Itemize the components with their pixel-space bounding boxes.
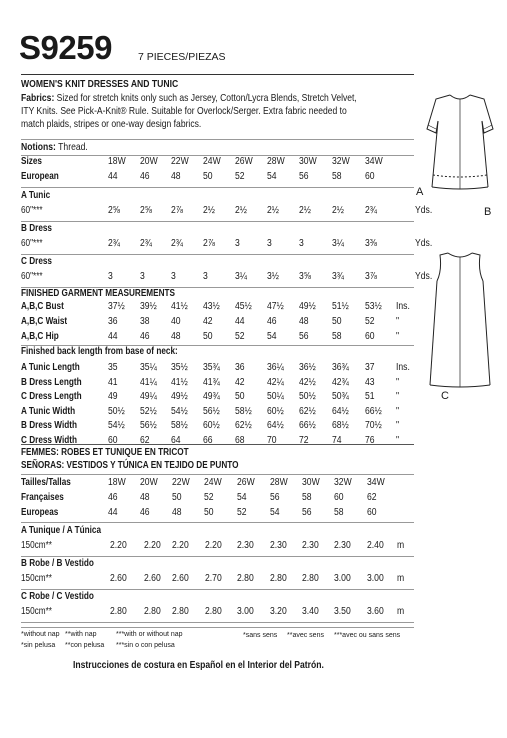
divider [21, 444, 414, 445]
notions-label: Notions: [21, 141, 56, 153]
unit: Ins. [396, 301, 410, 312]
meterage-cell: 3.00 [237, 606, 254, 617]
yardage-cell: 3 [140, 271, 145, 282]
footnote-fr: *sans sens [243, 632, 278, 639]
measure-cell: 46 [267, 316, 277, 327]
measure-cell: 62½ [299, 405, 316, 417]
meterage-cell: 2.30 [270, 540, 287, 551]
fabric-width: 60"*** [21, 205, 43, 216]
measure-cell: 54½ [108, 420, 125, 431]
measure-cell: 50¼ [267, 391, 284, 402]
yardage-cell: 3½ [267, 271, 279, 282]
measure-cell: 42½ [299, 376, 316, 388]
measure-cell: 45½ [235, 301, 252, 312]
measure-cell: 52 [365, 316, 375, 327]
fr-size-cell: 56 [270, 492, 280, 503]
unit: Yds. [415, 271, 433, 282]
measure-cell: 46 [140, 331, 150, 342]
footnote-fr: ***avec ou sans sens [334, 632, 401, 639]
measure-cell: 60 [365, 331, 375, 342]
measure-cell: 35¼ [140, 362, 157, 373]
yardage-cell: 3⅝ [299, 271, 311, 282]
eu-size-cell: 56 [302, 507, 312, 518]
fr-size-cell: 54 [237, 492, 247, 503]
yardage-cell: 2½ [235, 205, 247, 216]
yardage-cell: 3⅜ [365, 238, 377, 249]
measure-cell: 76 [365, 434, 375, 446]
meterage-cell: 3.00 [367, 573, 384, 584]
pieces-count: 7 PIECES/PIEZAS [138, 51, 226, 63]
measure-cell: 37½ [108, 301, 125, 312]
meterage-cell: 2.20 [144, 540, 161, 551]
size-fr-cell: 24W [204, 477, 222, 488]
measure-cell: 56½ [140, 420, 157, 431]
measure-cell: 39½ [140, 301, 157, 312]
european-size-cell: 44 [108, 171, 118, 182]
measure-cell: 42¼ [267, 376, 284, 388]
measure-cell: 50 [235, 391, 245, 402]
footnote-en: ***with or without nap [116, 631, 183, 638]
eu-size-cell: 50 [204, 507, 214, 518]
measure-label: A,B,C Waist [21, 316, 68, 327]
measure-cell: 70 [267, 434, 277, 446]
finished-heading: FINISHED GARMENT MEASUREMENTS [21, 288, 175, 299]
measure-cell: 41¾ [203, 376, 220, 388]
figure-label-b: B [484, 206, 492, 218]
european-size-cell: 60 [365, 171, 375, 182]
measure-cell: 54½ [171, 405, 188, 417]
yardage-cell: 3¼ [332, 238, 344, 249]
measure-cell: 58½ [235, 405, 252, 417]
notions [21, 141, 88, 153]
size-cell: 22W [171, 156, 189, 167]
measure-cell: 36¾ [332, 362, 349, 373]
yardage-cell: 3¾ [332, 271, 344, 282]
divider [21, 589, 414, 590]
meterage-cell: 2.80 [302, 573, 319, 584]
yardage-cell: 3 [108, 271, 113, 282]
yardage-cell: 3 [235, 238, 240, 249]
yardage-cell: 2¾ [108, 238, 120, 249]
fr-size-cell: 48 [140, 492, 150, 503]
yardage-cell: 3⅞ [365, 271, 377, 282]
measure-cell: 44 [108, 331, 118, 342]
measure-cell: 66½ [299, 420, 316, 431]
measure-cell: 43½ [203, 301, 220, 312]
measure-cell: 49¾ [203, 391, 220, 402]
size-fr-cell: 30W [302, 477, 320, 488]
unit: m [397, 606, 405, 617]
unit: Yds. [415, 205, 433, 216]
fr-size-cell: 50 [172, 492, 182, 503]
meterage-cell: 2.60 [172, 573, 189, 584]
measure-cell: 62 [140, 434, 150, 446]
measure-cell: 37 [365, 362, 375, 373]
footnote-en: **with nap [65, 631, 97, 638]
measure-cell: 41½ [171, 376, 188, 388]
header-rule [21, 74, 414, 75]
measure-cell: 35¾ [203, 362, 220, 373]
divider [21, 221, 414, 222]
meterage-cell: 2.80 [205, 606, 222, 617]
unit: " [396, 391, 400, 402]
technical-drawings [410, 85, 507, 415]
meterage-cell: 3.50 [334, 606, 351, 617]
yardage-cell: 2⅝ [140, 205, 152, 216]
meterage-cell: 2.80 [270, 573, 287, 584]
measure-label: A Tunic Width [21, 405, 76, 417]
fabrics-line-1: Sized for stretch knits only such as Jersey, Cotton/Lycra Blends, Stretch Velvet, [54, 93, 357, 104]
measure-cell: 50 [203, 331, 213, 342]
measure-cell: 68½ [332, 420, 349, 431]
unit: m [397, 573, 405, 584]
measure-cell: 60½ [203, 420, 220, 431]
measure-cell: 70½ [365, 420, 382, 431]
fr-label: Françaises [21, 492, 64, 503]
measure-cell: 68 [235, 434, 245, 446]
french-title: FEMMES: ROBES ET TUNIQUE EN TRICOT [21, 447, 189, 458]
size-cell: 26W [235, 156, 253, 167]
measure-cell: 64½ [332, 405, 349, 417]
measure-cell: 44 [235, 316, 245, 327]
measure-cell: 41 [108, 376, 118, 388]
measure-cell: 48 [299, 316, 309, 327]
measure-cell: 40 [171, 316, 181, 327]
fr-size-cell: 46 [108, 492, 118, 503]
notions-value: Thread. [55, 141, 88, 153]
yardage-cell: 2⅞ [171, 205, 183, 216]
measure-cell: 35 [108, 362, 118, 373]
unit: " [396, 316, 400, 327]
measure-cell: 50 [332, 316, 342, 327]
measure-cell: 41¼ [140, 376, 157, 388]
yardage-cell: 2¾ [140, 238, 152, 249]
meterage-cell: 3.40 [302, 606, 319, 617]
meterage-cell: 3.60 [367, 606, 384, 617]
sizes-label: Sizes [21, 156, 42, 167]
measure-cell: 36½ [299, 362, 316, 373]
measure-cell: 66 [203, 434, 213, 446]
meterage-cell: 2.30 [302, 540, 319, 551]
measure-cell: 47½ [267, 301, 284, 312]
measure-cell: 41½ [171, 301, 188, 312]
measure-cell: 54 [267, 331, 277, 342]
fabric-width-fr: 150cm** [21, 606, 53, 617]
footnote-en: *without nap [21, 631, 60, 638]
yardage-cell: 3 [267, 238, 272, 249]
size-cell: 30W [299, 156, 317, 167]
measure-cell: 42 [203, 316, 213, 327]
divider [21, 522, 414, 523]
measure-cell: 64 [171, 434, 181, 446]
meterage-cell: 3.20 [270, 606, 287, 617]
divider [21, 139, 414, 140]
sizes-label-fr: Tailles/Tallas [21, 477, 71, 488]
measure-label: C Dress Width [21, 434, 77, 446]
spanish-title: SEÑORAS: VESTIDOS Y TÚNICA EN TEJIDO DE PUNTO [21, 460, 239, 471]
view-name: B Dress [21, 223, 53, 234]
yardage-cell: 2½ [267, 205, 279, 216]
measure-cell: 60½ [267, 405, 284, 417]
yardage-cell: 2¾ [171, 238, 183, 249]
measure-cell: 56 [299, 331, 309, 342]
unit: " [396, 434, 400, 446]
footnote-es: **con pelusa [65, 642, 105, 649]
footnote-es: *sin pelusa [21, 642, 56, 649]
measure-cell: 43 [365, 376, 375, 388]
meterage-cell: 2.20 [205, 540, 222, 551]
size-fr-cell: 22W [172, 477, 190, 488]
view-name-fr: C Robe / C Vestido [21, 591, 94, 602]
fr-size-cell: 52 [204, 492, 214, 503]
pattern-number: S9259 [19, 29, 112, 66]
measure-cell: 49 [108, 391, 118, 402]
size-fr-cell: 32W [334, 477, 352, 488]
yardage-cell: 2⅝ [108, 205, 120, 216]
measure-cell: 74 [332, 434, 342, 446]
size-fr-cell: 18W [108, 477, 126, 488]
european-size-cell: 46 [140, 171, 150, 182]
unit: Yds. [415, 238, 433, 249]
measure-cell: 38 [140, 316, 150, 327]
meterage-cell: 2.20 [110, 540, 127, 551]
measure-cell: 64½ [267, 420, 284, 431]
meterage-cell: 2.60 [110, 573, 127, 584]
meterage-cell: 2.80 [172, 606, 189, 617]
unit: Ins. [396, 362, 410, 373]
size-fr-cell: 34W [367, 477, 385, 488]
measure-label: B Dress Width [21, 420, 77, 431]
pattern-title: WOMEN'S KNIT DRESSES AND TUNIC [21, 78, 179, 90]
european-size-cell: 48 [171, 171, 181, 182]
fabric-width-fr: 150cm** [21, 573, 53, 584]
back-length-heading: Finished back length from base of neck: [21, 346, 178, 357]
dress-a-b-drawing [427, 95, 493, 189]
view-name: A Tunic [21, 190, 51, 201]
measure-cell: 49¼ [140, 391, 157, 402]
measure-cell: 36 [108, 316, 118, 327]
divider [21, 187, 414, 188]
measure-cell: 56½ [203, 405, 220, 417]
yardage-cell: 3 [203, 271, 208, 282]
measure-cell: 51½ [332, 301, 349, 312]
meterage-cell: 2.20 [172, 540, 189, 551]
fabrics-line-3: match plaids, stripes or one-way design fabrics. [21, 118, 202, 130]
eu-size-cell: 48 [172, 507, 182, 518]
size-cell: 28W [267, 156, 285, 167]
measure-cell: 36¼ [267, 362, 284, 373]
meterage-cell: 2.40 [367, 540, 384, 551]
fabric-width-fr: 150cm** [21, 540, 53, 551]
footnote-es: ***sin o con pelusa [116, 642, 175, 649]
measure-cell: 72 [299, 434, 309, 446]
european-size-cell: 56 [299, 171, 309, 182]
meterage-cell: 2.30 [334, 540, 351, 551]
divider [21, 254, 414, 255]
unit: m [397, 540, 405, 551]
measure-cell: 66½ [365, 405, 382, 417]
yardage-cell: 2¾ [365, 205, 377, 216]
european-label: European [21, 171, 59, 182]
fabric-width: 60"*** [21, 271, 43, 282]
eu-size-cell: 52 [237, 507, 247, 518]
fabrics-line-2: ITY Knits. See Pick-A-Knit® Rule. Suitable for Overlock/Serger. Extra fabric needed to [21, 105, 347, 117]
unit: " [396, 376, 400, 388]
divider [21, 627, 414, 628]
unit: " [396, 331, 400, 342]
spanish-instructions-note: Instrucciones de costura en Español en el Interior del Patrón. [73, 660, 324, 671]
footnote-fr: **avec sens [287, 632, 324, 639]
size-fr-cell: 28W [270, 477, 288, 488]
fabrics-label: Fabrics: [21, 93, 55, 104]
fr-size-cell: 60 [334, 492, 344, 503]
european-size-cell: 52 [235, 171, 245, 182]
size-cell: 32W [332, 156, 350, 167]
figure-label-a: A [416, 186, 424, 198]
view-name-fr: B Robe / B Vestido [21, 558, 94, 569]
measure-cell: 49½ [171, 391, 188, 402]
figure-label-c: C [441, 390, 449, 402]
meterage-cell: 3.00 [334, 573, 351, 584]
size-cell: 20W [140, 156, 158, 167]
size-cell: 18W [108, 156, 126, 167]
fabric-width: 60"*** [21, 238, 43, 249]
measure-cell: 51 [365, 391, 375, 402]
meterage-cell: 2.60 [144, 573, 161, 584]
measure-cell: 50¾ [332, 391, 349, 402]
yardage-cell: 3 [171, 271, 176, 282]
yardage-cell: 3 [299, 238, 304, 249]
measure-label: A,B,C Bust [21, 301, 64, 312]
fr-size-cell: 58 [302, 492, 312, 503]
divider [21, 556, 414, 557]
measure-cell: 52½ [140, 405, 157, 417]
measure-label: C Dress Length [21, 391, 82, 402]
measure-cell: 48 [171, 331, 181, 342]
divider [21, 474, 414, 475]
unit: " [396, 420, 400, 431]
view-name: C Dress [21, 256, 53, 267]
meterage-cell: 2.70 [205, 573, 222, 584]
measure-label: A,B,C Hip [21, 331, 59, 342]
eu-label: Europeas [21, 507, 59, 518]
measure-cell: 49½ [299, 301, 316, 312]
yardage-cell: 3¼ [235, 271, 247, 282]
meterage-cell: 2.80 [237, 573, 254, 584]
unit: " [396, 405, 400, 417]
european-size-cell: 58 [332, 171, 342, 182]
measure-cell: 50½ [299, 391, 316, 402]
size-cell: 34W [365, 156, 383, 167]
yardage-cell: 2½ [332, 205, 344, 216]
measure-label: A Tunic Length [21, 362, 80, 373]
eu-size-cell: 60 [367, 507, 377, 518]
measure-cell: 42¾ [332, 376, 349, 388]
yardage-cell: 2½ [203, 205, 215, 216]
yardage-cell: 2⅞ [203, 238, 215, 249]
meterage-cell: 2.80 [144, 606, 161, 617]
size-cell: 24W [203, 156, 221, 167]
fr-size-cell: 62 [367, 492, 377, 503]
measure-cell: 42 [235, 376, 245, 388]
measure-cell: 50½ [108, 405, 125, 417]
measure-cell: 53½ [365, 301, 382, 312]
eu-size-cell: 54 [270, 507, 280, 518]
measure-label: B Dress Length [21, 376, 82, 388]
eu-size-cell: 46 [140, 507, 150, 518]
measure-cell: 52 [235, 331, 245, 342]
yardage-cell: 2½ [299, 205, 311, 216]
measure-cell: 58 [332, 331, 342, 342]
measure-cell: 58½ [171, 420, 188, 431]
european-size-cell: 54 [267, 171, 277, 182]
meterage-cell: 2.80 [110, 606, 127, 617]
eu-size-cell: 44 [108, 507, 118, 518]
dress-c-drawing [430, 253, 490, 387]
size-fr-cell: 26W [237, 477, 255, 488]
divider [21, 622, 414, 623]
european-size-cell: 50 [203, 171, 213, 182]
measure-cell: 62½ [235, 420, 252, 431]
meterage-cell: 2.30 [237, 540, 254, 551]
measure-cell: 36 [235, 362, 245, 373]
measure-cell: 35½ [171, 362, 188, 373]
view-name-fr: A Tunique / A Túnica [21, 525, 102, 536]
measure-cell: 60 [108, 434, 118, 446]
size-fr-cell: 20W [140, 477, 158, 488]
eu-size-cell: 58 [334, 507, 344, 518]
